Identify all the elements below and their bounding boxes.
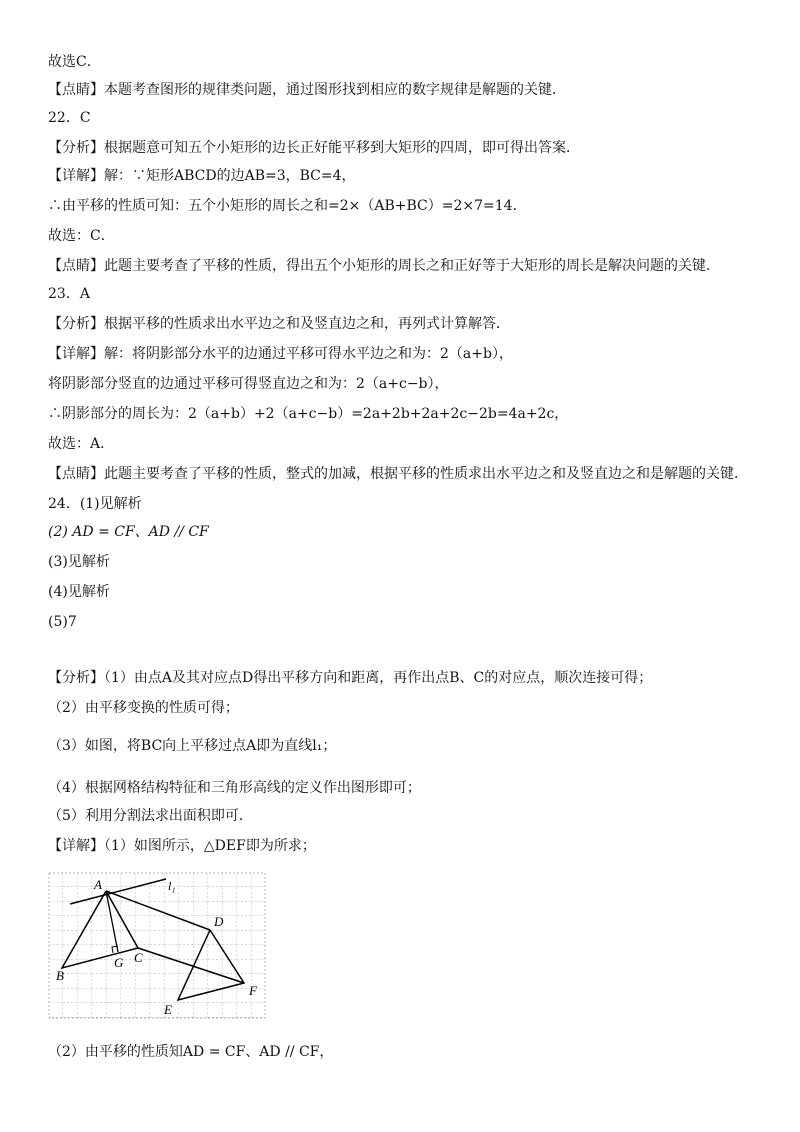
text-line-27: （2）由平移的性质知AD = CF、AD // CF， — [48, 1044, 334, 1060]
text-line-17: (2) AD = CF、AD // CF — [48, 524, 209, 540]
label-l1: l₁ — [168, 879, 176, 893]
text-line-23: （3）如图，将BC向上平移过点A即为直线l₁； — [48, 738, 337, 754]
label-c: C — [134, 950, 143, 965]
text-line-14: 故选：A． — [48, 436, 115, 452]
text-line-16: 24．(1)见解析 — [48, 496, 142, 512]
text-line-15: 【点睛】此题主要考查了平移的性质，整式的加减，根据平移的性质求出水平边之和及竖直边之和是解题的关键． — [48, 466, 748, 482]
text-line-8: 【点睛】此题主要考查了平移的性质，得出五个小矩形的周长之和正好等于大矩形的周长是解决问题的关键． — [48, 258, 720, 274]
label-e: E — [164, 1002, 172, 1017]
text-line-19: (4)见解析 — [48, 584, 110, 600]
label-b: B — [56, 968, 64, 983]
text-line-9: 23．A — [48, 286, 90, 302]
text-line-25: （5）利用分割法求出面积即可． — [48, 808, 253, 824]
grid-background — [49, 873, 265, 1018]
label-g: G — [114, 955, 124, 970]
text-line-7: 故选：C． — [48, 228, 115, 244]
text-line-12: 将阴影部分竖直的边通过平移可得竖直边之和为：2（a+c−b）， — [48, 376, 449, 392]
text-line-26: 【详解】（1）如图所示，△DEF即为所求； — [48, 838, 316, 854]
text-line-5: 【详解】解：∵矩形ABCD的边AB=3，BC=4， — [48, 168, 356, 184]
geometry-figure — [48, 872, 270, 1024]
text-line-20: (5)7 — [48, 614, 77, 630]
text-line-24: （4）根据网格结构特征和三角形高线的定义作出图形即可； — [48, 780, 421, 796]
label-f: F — [249, 983, 257, 998]
text-line-11: 【详解】解：将阴影部分水平的边通过平移可得水平边之和为：2（a+b）， — [48, 346, 513, 362]
label-d: D — [214, 914, 224, 929]
text-line-18: (3)见解析 — [48, 554, 110, 570]
text-line-10: 【分析】根据平移的性质求出水平边之和及竖直边之和，再列式计算解答． — [48, 316, 510, 332]
text-line-4: 【分析】根据题意可知五个小矩形的边长正好能平移到大矩形的四周，即可得出答案． — [48, 140, 580, 156]
text-line-21: 【分析】（1）由点A及其对应点D得出平移方向和距离，再作出点B、C的对应点，顺次连接可得； — [48, 670, 653, 686]
text-line-13: ∴阴影部分的周长为：2（a+b）+2（a+c−b）=2a+2b+2a+2c−2b=4a+2c， — [48, 406, 569, 422]
text-line-3: 22．C — [48, 110, 91, 126]
text-line-22: （2）由平移变换的性质可得； — [48, 700, 239, 716]
text-line-1: 故选C． — [48, 54, 101, 70]
text-line-2: 【点睛】本题考查图形的规律类问题，通过图形找到相应的数字规律是解题的关键． — [48, 82, 566, 98]
label-a: A — [94, 877, 102, 892]
text-line-6: ∴由平移的性质可知：五个小矩形的周长之和=2×（AB+BC）=2×7=14． — [48, 198, 527, 214]
